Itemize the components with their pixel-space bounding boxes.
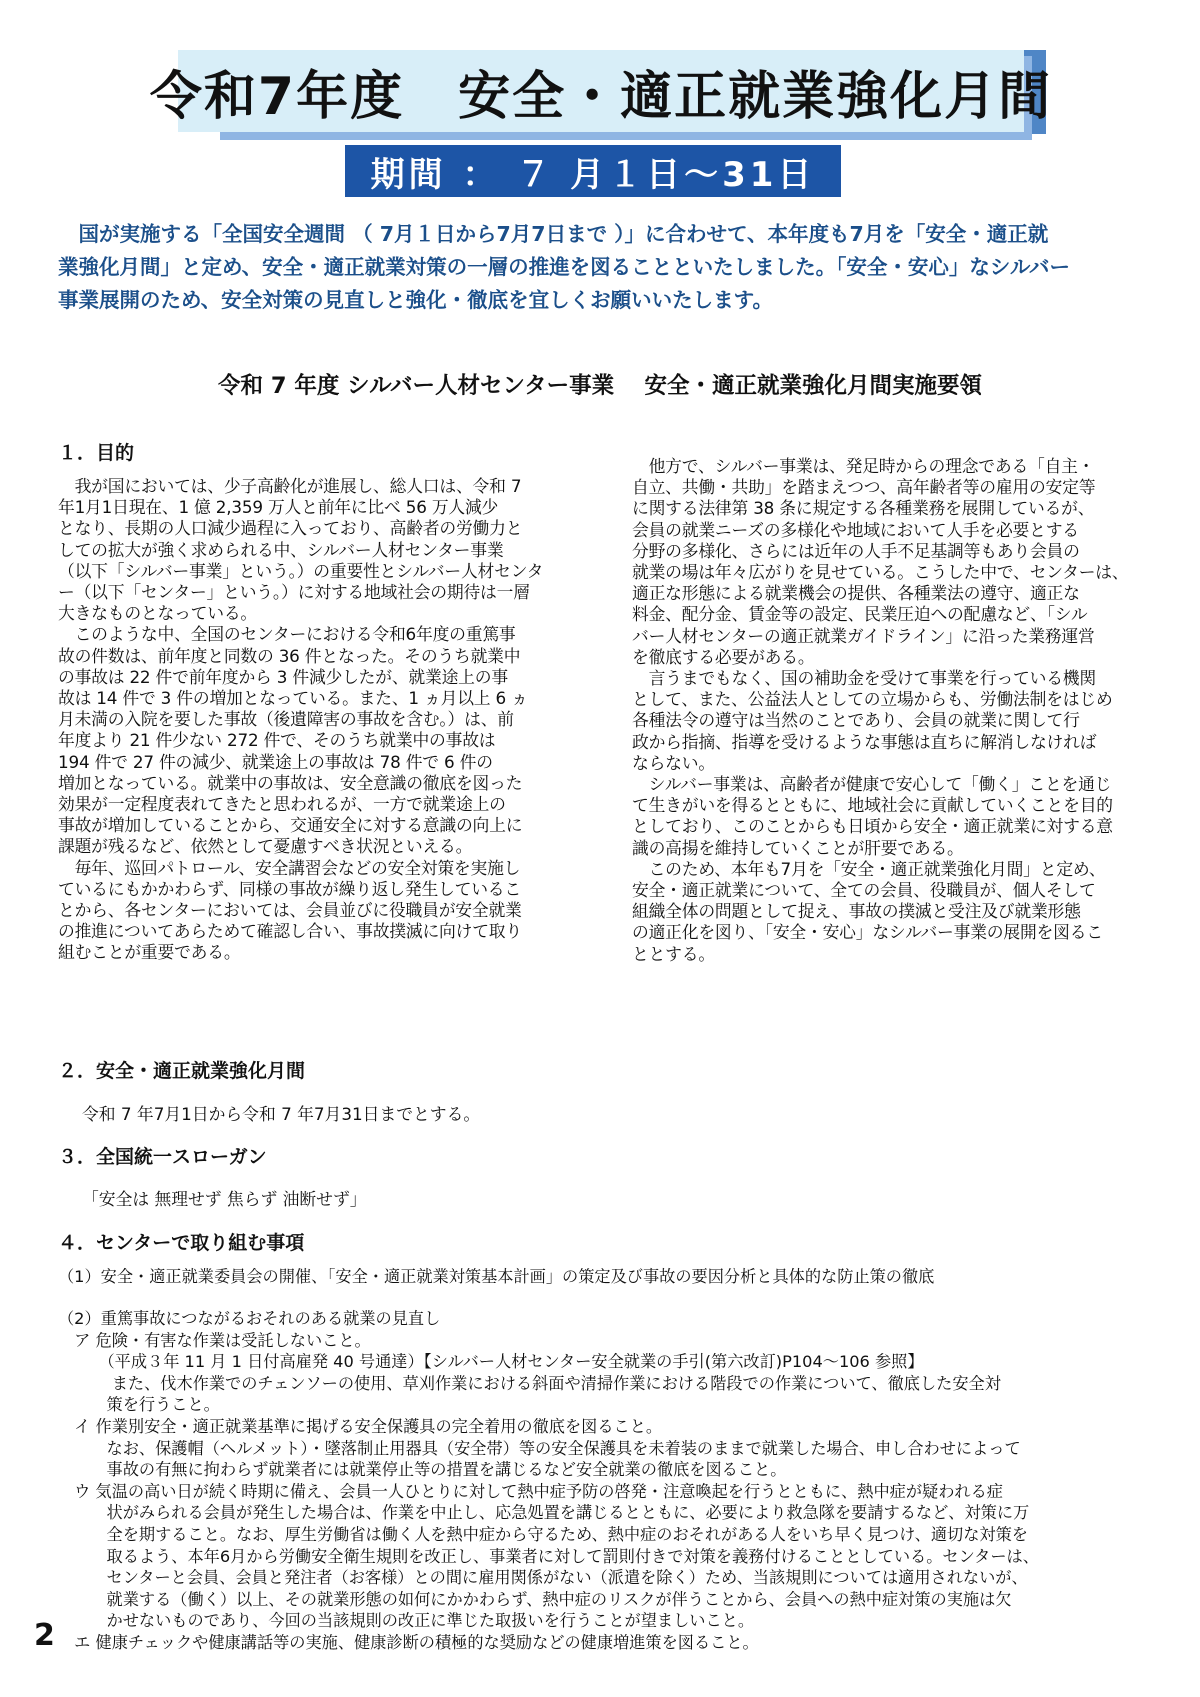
list-line: 事故の有無に拘わらず就業者には就業停止等の措置を講じるなど安全就業の徹底を図ること。: [58, 1460, 787, 1480]
paragraph-line: このため、本年も7月を「安全・適正就業強化月間」と定め、: [632, 858, 1106, 879]
paragraph-line: 各種法令の遵守は当然のことであり、会員の就業に関して行: [632, 710, 1080, 731]
list-line: イ 作業別安全・適正就業基準に掲げる安全保護具の完全着用の徹底を図ること。: [58, 1416, 663, 1436]
paragraph-line: の推進についてあらためて確認し合い、事故撲滅に向けて取り: [58, 921, 522, 942]
paragraph-line: 故は 14 件で 3 件の増加となっている。また、1 ヵ月以上 6 ヵ: [58, 688, 528, 709]
document-title: 令和 7 年度 シルバー人材センター事業 安全・適正就業強化月間実施要領: [218, 373, 982, 399]
list-line: （2）重篤事故につながるおそれのある就業の見直し: [58, 1309, 441, 1328]
paragraph-line: 言うまでもなく、国の補助金を受けて事業を行っている機関: [632, 668, 1096, 689]
list-line: また、伐木作業でのチェンソーの使用、草刈作業における斜面や清掃作業における階段での作業について、徹底した安全対: [58, 1373, 1001, 1393]
intro-line: 事業展開のため、安全対策の見直しと強化・徹底を宜しくお願いいたします。: [58, 288, 774, 312]
paragraph-line: としており、このことからも日頃から安全・適正就業に対する意: [632, 816, 1113, 837]
list-line: 策を行うこと。: [58, 1395, 220, 1415]
section4-heading: ４．センターで取り組む事項: [58, 1232, 305, 1254]
paragraph-line: 故の件数は、前年度と同数の 36 件となった。そのうち就業中: [58, 645, 521, 666]
paragraph-line: て生きがいを得るとともに、地域社会に貢献していくことを目的: [632, 795, 1113, 816]
period-banner: 期間 ： ７ 月１日～31日: [345, 145, 841, 197]
paragraph-line: とから、各センターにおいては、会員並びに役職員が安全就業: [58, 900, 522, 921]
section2-text: 令和 7 年7月1日から令和 7 年7月31日までとする。: [82, 1104, 481, 1124]
list-line: （平成３年 11 月 1 日付高雇発 40 号通達）【シルバー人材センター安全就業の手引(第六改訂)P104～106 参照】: [58, 1352, 924, 1372]
paragraph-line: 毎年、巡回パトロール、安全講習会などの安全対策を実施し: [58, 857, 521, 878]
list-line: なお、保護帽（ヘルメット）・墜落制止用器具（安全帯）等の安全保護具を未着装のままで就業した場合、申し合わせによって: [58, 1438, 1021, 1458]
paragraph-line: ならない。: [632, 752, 715, 773]
paragraph-line: 組むことが重要である。: [58, 942, 241, 963]
list-line: 全を期すること。なお、厚生労働省は働く人を熱中症から守るため、熱中症のおそれがある人をいち早く見つけ、適切な対策を: [58, 1524, 1028, 1544]
list-line: 状がみられる会員が発生した場合は、作業を中止し、応急処置を講じるとともに、必要により救急隊を要請するなど、対策に万: [58, 1503, 1030, 1523]
paragraph-line: 194 件で 27 件の減少、就業途上の事故は 78 件で 6 件の: [58, 751, 493, 772]
paragraph-line: 料金、配分金、賃金等の設定、民業圧迫への配慮など、「シル: [632, 604, 1088, 625]
paragraph-line: の事故は 22 件で前年度から 3 件減少したが、就業途上の事: [58, 666, 508, 687]
paragraph-line: ているにもかかわらず、同様の事故が繰り返し発生しているこ: [58, 878, 521, 899]
paragraph-line: 識の高揚を維持していくことが肝要である。: [632, 837, 964, 858]
paragraph-line: に関する法律第 38 条に規定する各種業務を展開しているが、: [632, 498, 1095, 519]
section3-heading: ３．全国統一スローガン: [58, 1146, 267, 1168]
list-line: 取るよう、本年6月から労働安全衛生規則を改正し、事業者に対して罰則付きで対策を義務付けることとしている。センターは、: [58, 1546, 1039, 1566]
section3-slogan: 「安全は 無理せず 焦らず 油断せず」: [82, 1189, 367, 1209]
paragraph-line: 政から指摘、指導を受けるような事態は直ちに解消しなければ: [632, 731, 1097, 752]
paragraph-line: として、また、公益法人としての立場からも、労働法制をはじめ: [632, 689, 1113, 710]
paragraph-line: 課題が残るなど、依然として憂慮すべき状況といえる。: [58, 836, 473, 857]
intro-paragraph: [58, 218, 1148, 317]
section4-item2: [58, 1308, 1039, 1654]
list-line: ア 危険・有害な作業は受託しないこと。: [58, 1330, 371, 1350]
paragraph-line: （以下「シルバー事業」という。）の重要性とシルバー人材センタ: [58, 560, 544, 581]
intro-line: 業強化月間」と定め、安全・適正就業対策の一層の推進を図ることといたしました。「安全・安心」なシルバー: [58, 255, 1070, 279]
intro-line: 国が実施する「全国安全週間 （ 7月１日から7月7日まで ）」に合わせて、本年度も7月を「安全・適正就: [58, 222, 1049, 246]
paragraph-line: 会員の就業ニーズの多様化や地域において人手を必要とする: [632, 519, 1079, 540]
section1-left-column: [58, 476, 543, 964]
list-line: 就業する（働く）以上、その就業形態の如何にかかわらず、熱中症のリスクが伴うことから、会員への熱中症対策の実施は欠: [58, 1589, 1012, 1609]
paragraph-line: 適正な形態による就業機会の提供、各種業法の遵守、適正な: [632, 583, 1080, 604]
page-title: 令和7年度 安全・適正就業強化月間: [178, 50, 1024, 132]
paragraph-line: バー人材センターの適正就業ガイドライン」に沿った業務運営: [632, 625, 1095, 646]
paragraph-line: 就業の場は年々広がりを見せている。こうした中で、センターは、: [632, 562, 1129, 583]
paragraph-line: 年度より 21 件少ない 272 件で、そのうち就業中の事故は: [58, 730, 496, 751]
paragraph-line: 月未満の入院を要した事故（後遺障害の事故を含む。）は、前: [58, 709, 514, 730]
paragraph-line: このような中、全国のセンターにおける令和6年度の重篤事: [58, 624, 516, 645]
section1-right-column: [632, 456, 1128, 965]
paragraph-line: 組織全体の問題として捉え、事故の撲滅と受注及び就業形態: [632, 901, 1081, 922]
paragraph-line: となり、長期の人口減少過程に入っており、高齢者の労働力と: [58, 518, 523, 539]
paragraph-line: を徹底する必要がある。: [632, 646, 815, 667]
paragraph-line: 増加となっている。就業中の事故は、安全意識の徹底を図った: [58, 772, 523, 793]
paragraph-line: 安全・適正就業について、全ての会員、役職員が、個人そして: [632, 880, 1096, 901]
list-line: かせないものであり、今回の当該規則の改正に準じた取扱いを行うことが望ましいこと。: [58, 1611, 755, 1631]
paragraph-line: 他方で、シルバー事業は、発足時からの理念である「自主・: [632, 456, 1095, 476]
paragraph-line: 効果が一定程度表れてきたと思われるが、一方で就業途上の: [58, 794, 506, 815]
paragraph-line: の適正化を図り、「安全・安心」なシルバー事業の展開を図るこ: [632, 922, 1103, 943]
paragraph-line: 分野の多様化、さらには近年の人手不足基調等もあり会員の: [632, 540, 1080, 561]
paragraph-line: 我が国においては、少子高齢化が進展し、総人口は、令和 7: [58, 476, 522, 496]
page-number: 2: [34, 1618, 55, 1653]
paragraph-line: 事故が増加していることから、交通安全に対する意識の向上に: [58, 815, 523, 836]
paragraph-line: ー（以下「センター」という。）に対する地域社会の期待は一層: [58, 582, 530, 603]
list-line: エ 健康チェックや健康講話等の実施、健康診断の積極的な奨励などの健康増進策を図ること。: [58, 1632, 759, 1652]
paragraph-line: シルバー事業は、高齢者が健康で安心して「働く」ことを通じ: [632, 774, 1112, 795]
list-line: ウ 気温の高い日が続く時期に備え、会員一人ひとりに対して熱中症予防の啓発・注意喚起を行うとともに、熱中症が疑われる症: [58, 1481, 1003, 1501]
paragraph-line: ととする。: [632, 943, 715, 964]
paragraph-line: しての拡大が強く求められる中、シルバー人材センター事業: [58, 539, 504, 560]
paragraph-line: 年1月1日現在、1 億 2,359 万人と前年に比べ 56 万人減少: [58, 497, 499, 518]
paragraph-line: 大きなものとなっている。: [58, 603, 257, 624]
list-line: センターと会員、会員と発注者（お客様）との間に雇用関係がない（派遣を除く）ため、当該規則については適用されないが、: [58, 1568, 1028, 1588]
section1-heading: １．目的: [58, 442, 135, 464]
section2-heading: ２．安全・適正就業強化月間: [58, 1060, 306, 1082]
paragraph-line: 自立、共働・共助」を踏まえつつ、高年齢者等の雇用の安定等: [632, 477, 1096, 498]
section4-item1: （1）安全・適正就業委員会の開催、「安全・適正就業対策基本計画」の策定及び事故の要因分析と具体的な防止策の徹底: [58, 1267, 935, 1286]
